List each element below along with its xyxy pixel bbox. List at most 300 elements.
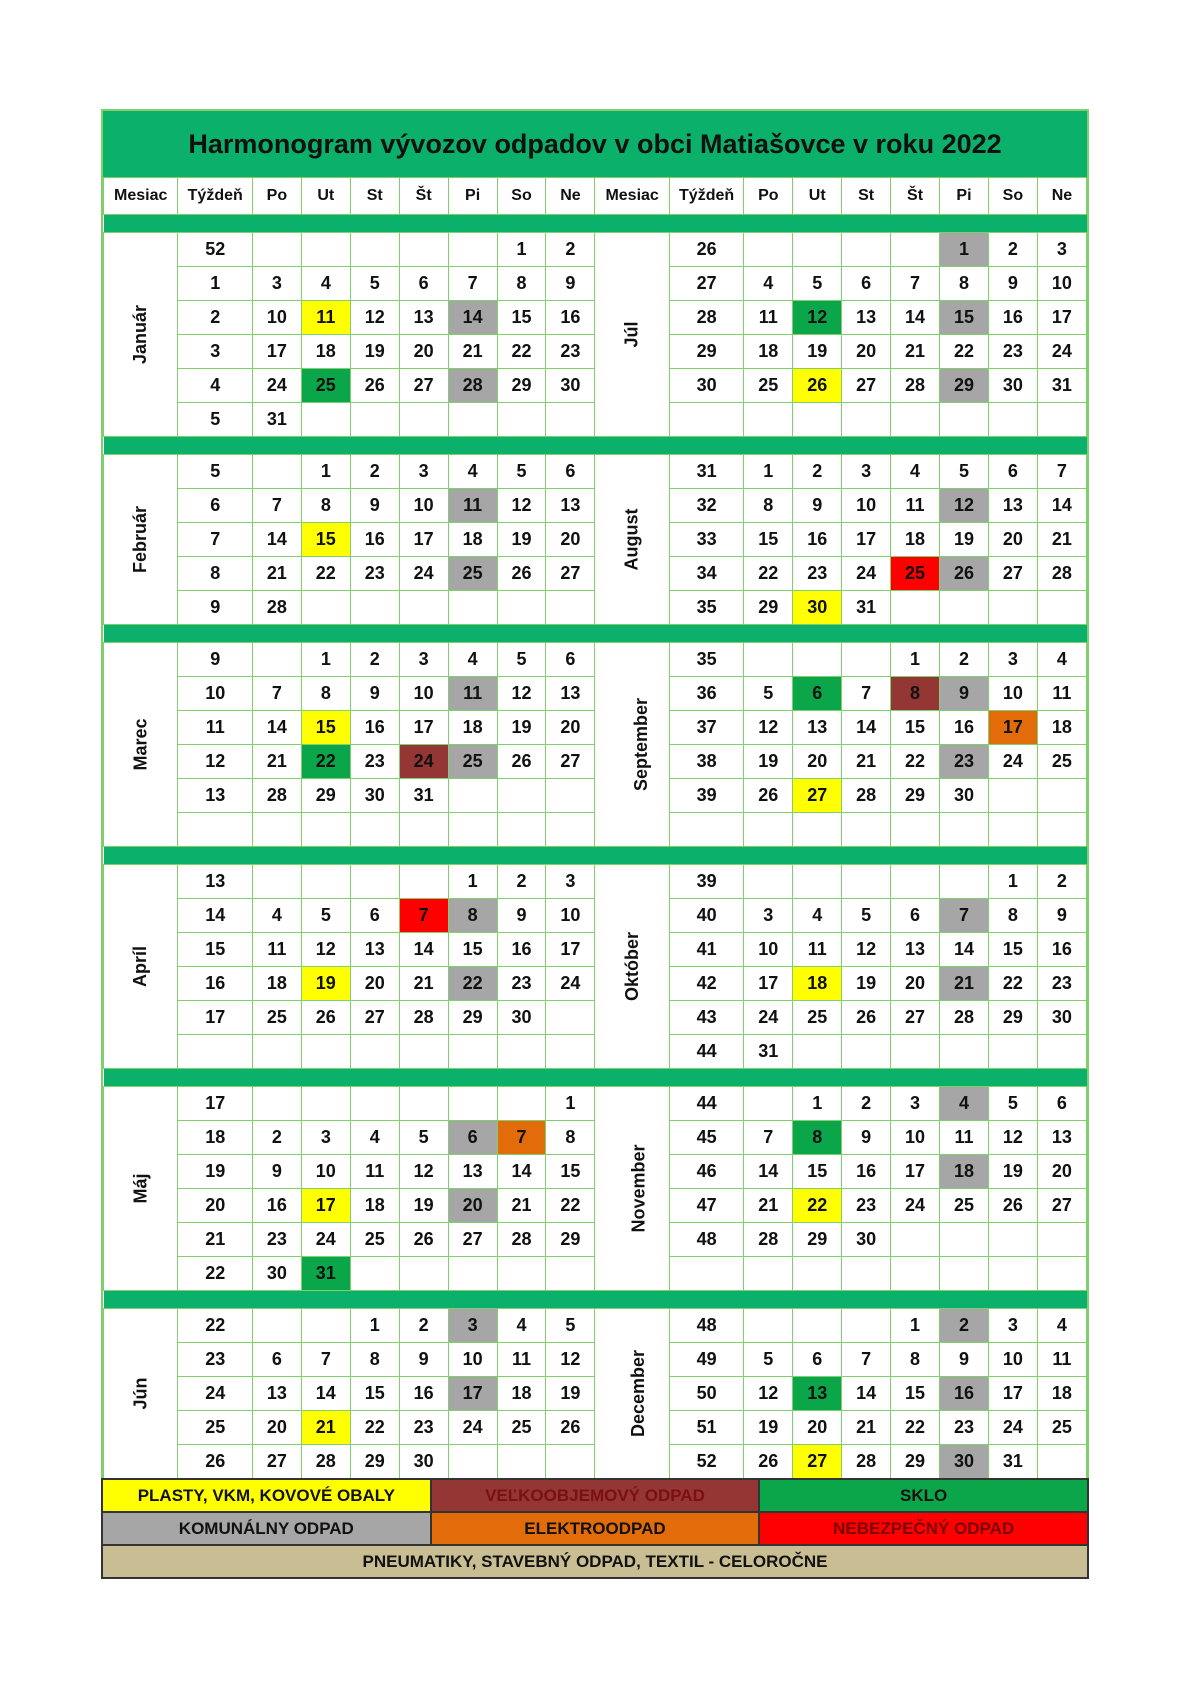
legend-sklo: SKLO [759,1479,1088,1512]
day-cell: 21 [1037,523,1086,557]
day-cell: 5 [350,267,399,301]
day-cell: 23 [252,1223,301,1257]
day-cell: 11 [1037,1343,1086,1377]
day-cell [350,591,399,625]
day-cell: 24 [546,967,595,1001]
day-cell [497,813,546,847]
day-cell: 1 [497,233,546,267]
day-cell: 7 [252,677,301,711]
day-cell: 17 [399,711,448,745]
day-cell: 25 [448,557,497,591]
day-cell: 19 [399,1189,448,1223]
day-cell [448,233,497,267]
day-cell: 5 [940,455,989,489]
day-cell: 29 [793,1223,842,1257]
week-number: 5 [178,455,252,489]
day-cell: 17 [399,523,448,557]
day-cell: 8 [497,267,546,301]
day-cell: 18 [497,1377,546,1411]
week-number: 46 [669,1155,743,1189]
day-cell: 2 [252,1121,301,1155]
day-cell: 14 [301,1377,350,1411]
week-number [669,813,743,847]
week-number: 49 [669,1343,743,1377]
day-cell: 14 [497,1155,546,1189]
legend-komunalny: KOMUNÁLNY ODPAD [102,1512,431,1545]
day-cell: 6 [891,899,940,933]
month-label [104,1087,178,1291]
day-cell [988,779,1037,813]
day-cell: 2 [350,455,399,489]
day-cell: 1 [940,233,989,267]
day-cell: 24 [988,745,1037,779]
day-cell: 30 [497,1001,546,1035]
day-cell [842,865,891,899]
day-cell: 19 [301,967,350,1001]
day-cell: 23 [497,967,546,1001]
header-day-po: Po [252,178,301,215]
section-separator [104,215,1087,233]
day-cell: 24 [1037,335,1086,369]
day-cell: 30 [940,779,989,813]
legend-nebezpecny: NEBEZPEČNÝ ODPAD [759,1512,1088,1545]
day-cell: 13 [793,711,842,745]
day-cell [448,779,497,813]
month-label [595,643,669,847]
day-cell: 21 [448,335,497,369]
day-cell: 8 [301,489,350,523]
day-cell [546,1001,595,1035]
legend-row [102,1479,1088,1512]
day-cell: 22 [793,1189,842,1223]
header-week-right: Týždeň [669,178,743,215]
day-cell: 22 [497,335,546,369]
day-cell: 15 [988,933,1037,967]
header-day-ne: Ne [546,178,595,215]
day-cell [399,1257,448,1291]
day-cell: 1 [891,643,940,677]
day-cell: 14 [940,933,989,967]
day-cell: 17 [988,1377,1037,1411]
day-cell: 24 [399,745,448,779]
day-cell: 28 [301,1445,350,1479]
day-cell: 27 [252,1445,301,1479]
day-cell: 23 [842,1189,891,1223]
header-day-pi: Pi [448,178,497,215]
day-cell: 5 [744,677,793,711]
day-cell: 8 [744,489,793,523]
day-cell: 4 [793,899,842,933]
day-cell: 4 [497,1309,546,1343]
month-name: November [628,1144,649,1233]
week-number: 48 [669,1223,743,1257]
header-day-ne-right: Ne [1037,178,1086,215]
day-cell: 3 [546,865,595,899]
day-cell: 12 [497,677,546,711]
day-cell [252,865,301,899]
week-row [104,1309,1087,1343]
day-cell [842,403,891,437]
day-cell: 4 [891,455,940,489]
day-cell [744,1087,793,1121]
month-name: Júl [621,321,642,348]
day-cell: 6 [1037,1087,1086,1121]
day-cell [301,403,350,437]
month-label [595,865,669,1069]
day-cell: 2 [546,233,595,267]
day-cell: 21 [252,557,301,591]
week-number: 9 [178,591,252,625]
day-cell: 21 [940,967,989,1001]
day-cell: 18 [940,1155,989,1189]
day-cell: 17 [988,711,1037,745]
day-cell [497,1257,546,1291]
day-cell: 1 [891,1309,940,1343]
day-cell: 31 [744,1035,793,1069]
day-cell: 16 [940,711,989,745]
day-cell: 29 [940,369,989,403]
day-cell [301,591,350,625]
day-cell: 16 [1037,933,1086,967]
day-cell [988,403,1037,437]
day-cell: 7 [399,899,448,933]
month-label [104,1309,178,1479]
day-cell: 20 [399,335,448,369]
day-cell: 8 [546,1121,595,1155]
header-day-pi-right: Pi [940,178,989,215]
day-cell: 22 [744,557,793,591]
day-cell: 24 [744,1001,793,1035]
day-cell: 9 [497,899,546,933]
week-number [669,403,743,437]
week-number: 50 [669,1377,743,1411]
day-cell: 25 [350,1223,399,1257]
week-number: 33 [669,523,743,557]
week-number: 23 [178,1343,252,1377]
day-cell: 12 [399,1155,448,1189]
day-cell: 12 [793,301,842,335]
month-label [595,455,669,625]
week-number: 25 [178,1411,252,1445]
day-cell: 5 [497,643,546,677]
day-cell [793,233,842,267]
day-cell [744,1309,793,1343]
day-cell: 20 [793,745,842,779]
day-cell: 7 [744,1121,793,1155]
day-cell: 11 [301,301,350,335]
day-cell: 28 [940,1001,989,1035]
week-number: 26 [669,233,743,267]
day-cell: 17 [744,967,793,1001]
header-week: Týždeň [178,178,252,215]
day-cell [891,1223,940,1257]
header-day-po-right: Po [744,178,793,215]
week-number: 37 [669,711,743,745]
section-separator [104,625,1087,643]
day-cell [1037,1035,1086,1069]
day-cell [301,865,350,899]
header-day-so: So [497,178,546,215]
day-cell: 15 [744,523,793,557]
day-cell: 19 [350,335,399,369]
section-separator [104,847,1087,865]
day-cell: 20 [988,523,1037,557]
day-cell [546,1445,595,1479]
day-cell: 4 [448,643,497,677]
day-cell: 1 [350,1309,399,1343]
day-cell: 26 [842,1001,891,1035]
day-cell: 10 [988,1343,1037,1377]
day-cell: 6 [842,267,891,301]
day-cell: 4 [301,267,350,301]
day-cell: 28 [497,1223,546,1257]
day-cell: 24 [842,557,891,591]
separator-bar [104,1069,1087,1087]
day-cell: 29 [891,779,940,813]
day-cell: 8 [350,1343,399,1377]
day-cell: 20 [842,335,891,369]
week-number: 15 [178,933,252,967]
day-cell: 22 [301,745,350,779]
week-row [104,455,1087,489]
day-cell: 24 [399,557,448,591]
day-cell: 14 [252,523,301,557]
day-cell: 12 [842,933,891,967]
section-separator [104,1069,1087,1087]
day-cell: 14 [842,1377,891,1411]
day-cell: 2 [350,643,399,677]
day-cell: 18 [301,335,350,369]
day-cell: 26 [497,745,546,779]
day-cell: 15 [497,301,546,335]
day-cell: 29 [546,1223,595,1257]
day-cell: 8 [891,677,940,711]
day-cell: 11 [497,1343,546,1377]
day-cell: 17 [301,1189,350,1223]
header-month: Mesiac [104,178,178,215]
week-number: 52 [178,233,252,267]
day-cell: 25 [497,1411,546,1445]
day-cell [842,1257,891,1291]
week-number: 24 [178,1377,252,1411]
day-cell: 6 [448,1121,497,1155]
day-cell: 9 [252,1155,301,1189]
week-number: 18 [178,1121,252,1155]
day-cell: 15 [940,301,989,335]
day-cell [891,1035,940,1069]
day-cell: 27 [546,557,595,591]
day-cell: 12 [301,933,350,967]
day-cell: 30 [793,591,842,625]
day-cell: 27 [546,745,595,779]
day-cell: 30 [350,779,399,813]
day-cell: 31 [301,1257,350,1291]
day-cell [1037,1223,1086,1257]
month-name: Január [130,304,151,365]
day-cell: 16 [988,301,1037,335]
day-cell: 15 [793,1155,842,1189]
day-cell: 14 [744,1155,793,1189]
month-name: Jún [130,1377,151,1410]
week-number: 34 [669,557,743,591]
day-cell: 31 [988,1445,1037,1479]
day-cell: 17 [546,933,595,967]
day-cell: 7 [497,1121,546,1155]
header-day-so-right: So [988,178,1037,215]
day-cell: 5 [988,1087,1037,1121]
day-cell: 15 [891,1377,940,1411]
month-label [595,1309,669,1479]
week-number: 35 [669,591,743,625]
week-number: 9 [178,643,252,677]
day-cell: 22 [350,1411,399,1445]
day-cell: 4 [1037,643,1086,677]
day-cell [1037,1445,1086,1479]
day-cell: 3 [988,643,1037,677]
section-separator [104,1291,1087,1309]
day-cell: 18 [252,967,301,1001]
day-cell: 10 [891,1121,940,1155]
day-cell [399,233,448,267]
day-cell: 18 [1037,711,1086,745]
day-cell: 18 [350,1189,399,1223]
day-cell: 11 [448,489,497,523]
week-number [178,1035,252,1069]
day-cell [988,591,1037,625]
week-number: 19 [178,1155,252,1189]
legend-table [101,1478,1089,1579]
week-number: 12 [178,745,252,779]
day-cell: 28 [252,591,301,625]
day-cell: 17 [891,1155,940,1189]
day-cell: 16 [350,523,399,557]
day-cell: 25 [1037,1411,1086,1445]
day-cell: 26 [793,369,842,403]
day-cell: 14 [842,711,891,745]
day-cell [497,779,546,813]
day-cell [744,813,793,847]
month-label [104,643,178,847]
day-cell: 27 [448,1223,497,1257]
header-day-st2: Št [399,178,448,215]
week-number: 38 [669,745,743,779]
day-cell: 22 [891,1411,940,1445]
day-cell: 10 [252,301,301,335]
header-day-ut-right: Ut [793,178,842,215]
day-cell [988,1257,1037,1291]
week-number: 36 [669,677,743,711]
day-cell: 2 [1037,865,1086,899]
day-cell: 1 [988,865,1037,899]
day-cell: 2 [940,1309,989,1343]
day-cell: 11 [252,933,301,967]
day-cell: 30 [252,1257,301,1291]
day-cell: 12 [350,301,399,335]
week-number: 26 [178,1445,252,1479]
separator-bar [104,437,1087,455]
day-cell: 25 [940,1189,989,1223]
day-cell [891,865,940,899]
day-cell: 29 [744,591,793,625]
month-name: Marec [130,718,151,771]
day-cell: 28 [1037,557,1086,591]
day-cell: 6 [546,455,595,489]
legend-velkoobjemovy: VEĽKOOBJEMOVÝ ODPAD [431,1479,760,1512]
day-cell: 22 [988,967,1037,1001]
day-cell: 19 [793,335,842,369]
day-cell: 9 [940,677,989,711]
day-cell: 12 [546,1343,595,1377]
week-number: 1 [178,267,252,301]
day-cell: 21 [252,745,301,779]
day-cell: 28 [891,369,940,403]
week-number: 28 [669,301,743,335]
month-label [595,1087,669,1291]
day-cell: 2 [793,455,842,489]
day-cell: 25 [793,1001,842,1035]
day-cell: 1 [546,1087,595,1121]
day-cell: 9 [399,1343,448,1377]
day-cell [448,1257,497,1291]
day-cell [891,1257,940,1291]
day-cell: 5 [793,267,842,301]
day-cell [1037,779,1086,813]
day-cell: 12 [497,489,546,523]
day-cell: 3 [399,643,448,677]
day-cell [940,1257,989,1291]
day-cell [350,865,399,899]
day-cell: 6 [988,455,1037,489]
day-cell: 10 [399,677,448,711]
day-cell: 25 [891,557,940,591]
month-name: Október [621,931,642,1002]
day-cell: 29 [350,1445,399,1479]
day-cell: 28 [842,779,891,813]
day-cell: 26 [497,557,546,591]
day-cell [940,1035,989,1069]
day-cell [497,1035,546,1069]
day-cell: 28 [252,779,301,813]
day-cell [793,865,842,899]
header-day-st2-right: Št [891,178,940,215]
day-cell: 20 [546,711,595,745]
month-label [595,233,669,437]
day-cell: 27 [793,779,842,813]
day-cell: 15 [301,523,350,557]
day-cell: 9 [546,267,595,301]
day-cell: 7 [891,267,940,301]
week-number: 10 [178,677,252,711]
day-cell: 23 [1037,967,1086,1001]
header-row [104,178,1087,215]
month-name: September [631,697,652,792]
week-number: 14 [178,899,252,933]
day-cell: 23 [350,557,399,591]
day-cell [744,403,793,437]
day-cell [301,233,350,267]
day-cell: 9 [350,489,399,523]
day-cell: 3 [252,267,301,301]
day-cell [350,1087,399,1121]
day-cell [793,1309,842,1343]
day-cell: 21 [399,967,448,1001]
day-cell: 22 [546,1189,595,1223]
day-cell: 10 [842,489,891,523]
day-cell: 26 [350,369,399,403]
header-month-right: Mesiac [595,178,669,215]
day-cell: 14 [891,301,940,335]
day-cell [252,643,301,677]
